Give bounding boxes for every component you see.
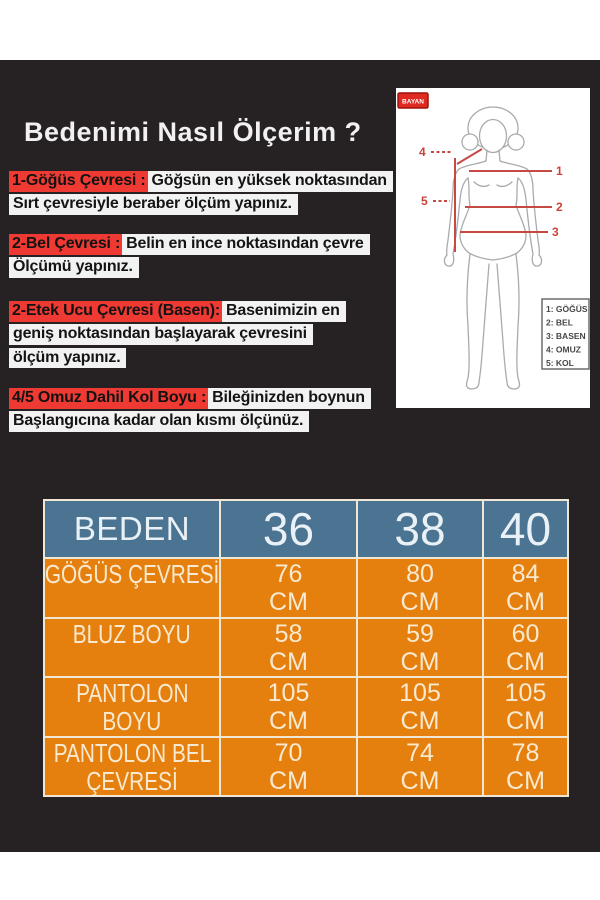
row-label-pantolon-bel: [45, 738, 219, 796]
instruction-text: Belin en ince noktasından çevre: [122, 234, 369, 255]
cell-gogus-38: [358, 559, 482, 617]
size-table: [43, 499, 569, 797]
instruction-gogus: [9, 171, 393, 218]
legend-item-basen: 3: BASEN: [546, 331, 586, 341]
cell-value: 74: [406, 738, 434, 767]
cell-unit: CM: [269, 766, 308, 795]
cell-value: 60: [511, 619, 540, 648]
instruction-text: Sırt çevresiyle beraber ölçüm yapınız.: [9, 194, 298, 215]
row-label-line: GÖĞÜS ÇEVRESİ: [44, 559, 220, 589]
measure-number-4: 4: [419, 145, 426, 159]
instruction-line: [9, 301, 346, 322]
table-header-36: 36: [221, 501, 356, 557]
instruction-bel: [9, 234, 370, 281]
cell-unit: CM: [269, 647, 308, 676]
measure-number-2: 2: [556, 200, 563, 214]
cell-unit: CM: [269, 588, 308, 616]
body-outline: [444, 107, 541, 389]
cell-unit: CM: [506, 647, 545, 676]
bayan-badge: [398, 93, 428, 108]
instruction-kol: [9, 388, 371, 435]
instruction-label: 1-Göğüs Çevresi :: [9, 171, 148, 192]
row-label-line: BLUZ BOYU: [73, 618, 191, 649]
instruction-text: Bileğinizden boynun: [208, 388, 371, 409]
row-label-line: PANTOLON: [75, 678, 189, 708]
instruction-line: [9, 171, 393, 192]
measure-number-3: 3: [552, 225, 559, 239]
instruction-text: geniş noktasından başlayarak çevresini: [9, 324, 313, 345]
cell-pantolon-bel-38: [358, 738, 482, 796]
bayan-badge-label: BAYAN: [402, 98, 424, 106]
instruction-line: [9, 411, 371, 432]
cell-pantolon-boyu-40: [484, 678, 567, 736]
instruction-label: 2-Etek Ucu Çevresi (Basen):: [9, 301, 222, 322]
instruction-line: [9, 324, 346, 345]
row-label-line: ÇEVRESİ: [86, 765, 178, 796]
measurement-numbers: [419, 145, 563, 239]
instruction-label: 2-Bel Çevresi :: [9, 234, 122, 255]
table-header-40: 40: [484, 501, 567, 557]
cell-value: 70: [274, 738, 303, 767]
row-label-pantolon-boyu: [45, 678, 219, 736]
cell-value: 76: [274, 560, 303, 588]
cell-value: 59: [406, 619, 434, 648]
body-figure-svg: [396, 88, 590, 408]
cell-bluz-40: [484, 619, 567, 677]
legend-box: [542, 299, 589, 369]
legend-item-bel: 2: BEL: [546, 317, 573, 328]
instruction-line: [9, 257, 370, 278]
cell-value: 84: [511, 560, 540, 588]
cell-bluz-38: [358, 619, 482, 677]
cell-pantolon-boyu-38: [358, 678, 482, 736]
measure-line-shoulder: [457, 149, 482, 164]
cell-unit: CM: [400, 588, 440, 616]
cell-unit: CM: [269, 707, 308, 735]
measure-number-5: 5: [421, 194, 428, 208]
legend-item-gogus: 1: GÖĞÜS: [546, 304, 588, 314]
measurement-diagram: [396, 88, 590, 408]
instruction-text: Basenimizin en: [222, 301, 346, 322]
cell-gogus-40: [484, 559, 567, 617]
cell-value: 105: [504, 679, 547, 707]
instruction-text: Ölçümü yapınız.: [9, 257, 139, 278]
cell-value: 58: [274, 619, 303, 648]
table-header-beden: BEDEN: [45, 501, 219, 557]
cell-bluz-36: [221, 619, 356, 677]
cell-unit: CM: [506, 707, 545, 735]
measure-number-1: 1: [556, 164, 563, 178]
instruction-text: ölçüm yapınız.: [9, 348, 126, 369]
instruction-line: [9, 388, 371, 409]
row-label-bluz-boyu: [45, 619, 219, 677]
cell-value: 105: [399, 679, 441, 707]
cell-gogus-36: [221, 559, 356, 617]
row-label-gogus-cevresi: [45, 559, 219, 617]
table-header-38: 38: [358, 501, 482, 557]
instruction-line: [9, 348, 346, 369]
instruction-label: 4/5 Omuz Dahil Kol Boyu :: [9, 388, 208, 409]
instruction-line: [9, 194, 393, 215]
cell-unit: CM: [400, 707, 440, 735]
row-label-line: PANTOLON BEL: [53, 737, 211, 768]
cell-unit: CM: [400, 647, 440, 676]
legend-item-kol: 5: KOL: [546, 358, 574, 368]
page-title: Bedenimi Nasıl Ölçerim ?: [24, 117, 362, 147]
cell-unit: CM: [506, 766, 545, 795]
row-label-line: BOYU: [102, 706, 162, 736]
cell-pantolon-bel-36: [221, 738, 356, 796]
instruction-line: [9, 234, 370, 255]
cell-value: 80: [406, 560, 434, 588]
cell-unit: CM: [400, 766, 440, 795]
cell-pantolon-bel-40: [484, 738, 567, 796]
instruction-text: Göğsün en yüksek noktasından: [148, 171, 393, 192]
cell-value: 78: [511, 738, 540, 767]
legend-item-omuz: 4: OMUZ: [546, 344, 581, 355]
instruction-basen: [9, 301, 346, 371]
instruction-text: Başlangıcına kadar olan kısmı ölçünüz.: [9, 411, 309, 432]
cell-unit: CM: [506, 588, 545, 616]
cell-pantolon-boyu-36: [221, 678, 356, 736]
cell-value: 105: [267, 679, 310, 707]
